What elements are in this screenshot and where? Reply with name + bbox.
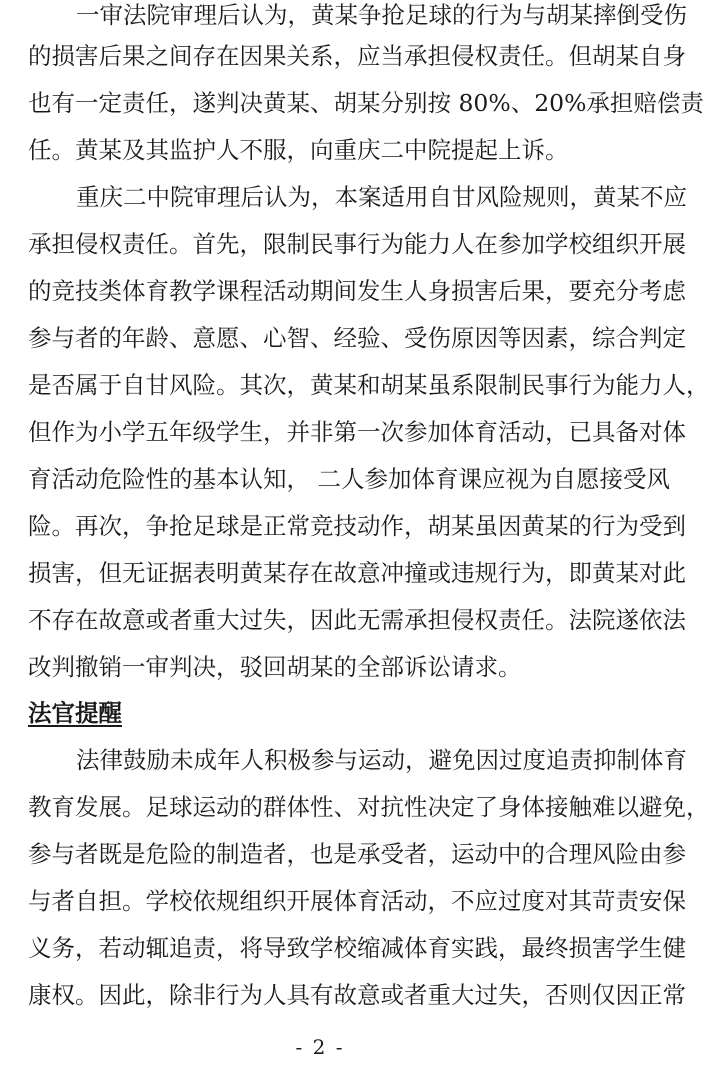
paragraph-line: 与者自担。学校依规组织开展体育活动，不应过度对其苛责安保 — [28, 887, 686, 915]
section-heading: 法官提醒 — [28, 699, 122, 727]
paragraph-line: 参与者既是危险的制造者，也是承受者，运动中的合理风险由参 — [28, 840, 686, 868]
paragraph-line: 义务，若动辄追责，将导致学校缩减体育实践，最终损害学生健 — [28, 934, 686, 962]
paragraph-line: 重庆二中院审理后认为，本案适用自甘风险规则，黄某不应 — [76, 183, 687, 211]
paragraph-line: 法律鼓励未成年人积极参与运动，避免因过度追责抑制体育 — [76, 746, 687, 774]
paragraph-line: 损害，但无证据表明黄某存在故意冲撞或违规行为，即黄某对此 — [28, 559, 686, 587]
paragraph-line: 也有一定责任，遂判决黄某、胡某分别按 80%、20%承担赔偿责 — [28, 89, 704, 117]
paragraph-line: 教育发展。足球运动的群体性、对抗性决定了身体接触难以避免， — [28, 793, 710, 821]
page-number: - 2 - — [295, 1035, 345, 1059]
paragraph-line: 育活动危险性的基本认知， 二人参加体育课应视为自愿接受风 — [28, 465, 670, 493]
paragraph-line: 参与者的年龄、意愿、心智、经验、受伤原因等因素，综合判定 — [28, 324, 686, 352]
paragraph-line: 康权。因此，除非行为人具有故意或者重大过失，否则仅因正常 — [28, 981, 686, 1009]
paragraph-line: 改判撤销一审判决，驳回胡某的全部诉讼请求。 — [28, 653, 522, 681]
paragraph-line: 的损害后果之间存在因果关系，应当承担侵权责任。但胡某自身 — [28, 42, 686, 70]
paragraph-line: 任。黄某及其监护人不服，向重庆二中院提起上诉。 — [28, 136, 569, 164]
paragraph-line: 是否属于自甘风险。其次，黄某和胡某虽系限制民事行为能力人， — [28, 371, 710, 399]
paragraph-line: 险。再次，争抢足球是正常竞技动作，胡某虽因黄某的行为受到 — [28, 512, 686, 540]
paragraph-line: 不存在故意或者重大过失，因此无需承担侵权责任。法院遂依法 — [28, 606, 686, 634]
paragraph-line: 的竞技类体育教学课程活动期间发生人身损害后果，要充分考虑 — [28, 277, 686, 305]
paragraph-line: 但作为小学五年级学生，并非第一次参加体育活动，已具备对体 — [28, 418, 686, 446]
paragraph-line: 一审法院审理后认为，黄某争抢足球的行为与胡某摔倒受伤 — [76, 1, 687, 29]
paragraph-line: 承担侵权责任。首先，限制民事行为能力人在参加学校组织开展 — [28, 230, 686, 258]
